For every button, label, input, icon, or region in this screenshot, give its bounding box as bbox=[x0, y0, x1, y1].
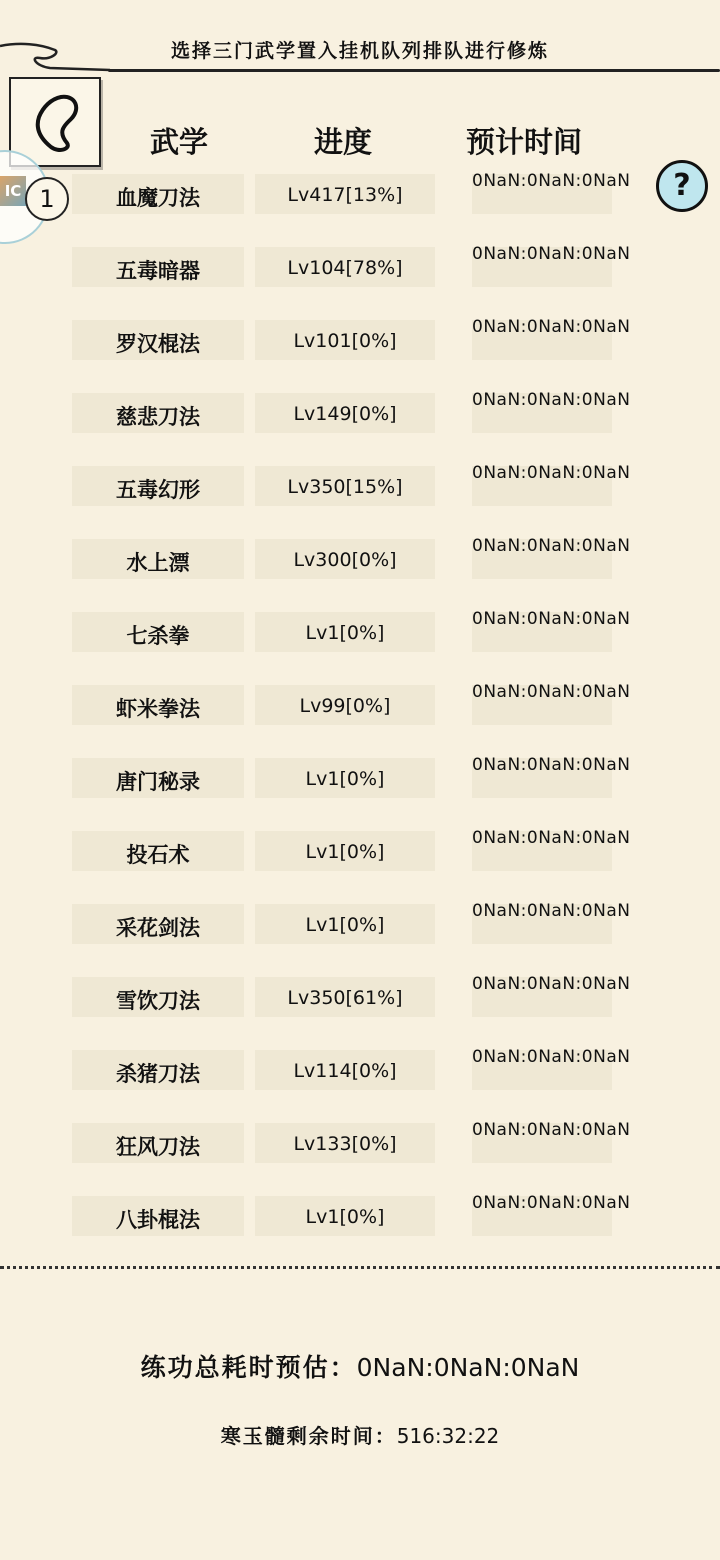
eta-cell bbox=[472, 1047, 631, 1090]
skill-name: 罗汉棍法 bbox=[116, 331, 200, 356]
skill-name: 唐门秘录 bbox=[116, 769, 200, 794]
column-header-eta: 预计时间 bbox=[466, 125, 583, 159]
column-header-name: 武学 bbox=[150, 125, 209, 159]
badge-count[interactable]: 1 bbox=[25, 177, 69, 221]
skill-name: 慈悲刀法 bbox=[116, 404, 200, 429]
skill-name: 八卦棍法 bbox=[116, 1207, 200, 1232]
eta-cell bbox=[472, 244, 631, 287]
list-item[interactable] bbox=[0, 304, 720, 377]
skill-progress: Lv417[13%] bbox=[287, 184, 403, 206]
eta-cell bbox=[472, 1120, 631, 1163]
skill-progress: Lv99[0%] bbox=[299, 695, 391, 717]
eta-text: 0NaN:0NaN:0NaN bbox=[472, 901, 631, 921]
martial-arts-list bbox=[0, 158, 720, 1253]
column-header-progress: 进度 bbox=[314, 125, 373, 159]
eta-text: 0NaN:0NaN:0NaN bbox=[472, 536, 631, 556]
eta-text: 0NaN:0NaN:0NaN bbox=[472, 609, 631, 629]
eta-text: 0NaN:0NaN:0NaN bbox=[472, 755, 631, 775]
eta-cell bbox=[472, 609, 631, 652]
eta-text: 0NaN:0NaN:0NaN bbox=[472, 171, 631, 191]
list-item[interactable] bbox=[0, 158, 720, 231]
header-divider bbox=[108, 69, 720, 72]
skill-name: 投石术 bbox=[126, 842, 190, 867]
eta-cell bbox=[472, 390, 631, 433]
eta-cell bbox=[472, 682, 631, 725]
list-item[interactable] bbox=[0, 1034, 720, 1107]
eta-cell bbox=[472, 317, 631, 360]
remaining-time-label: 寒玉髓剩余时间： bbox=[220, 1424, 397, 1448]
list-item[interactable] bbox=[0, 1180, 720, 1253]
skill-progress: Lv101[0%] bbox=[293, 330, 397, 352]
list-item[interactable] bbox=[0, 888, 720, 961]
eta-cell bbox=[472, 536, 631, 579]
eta-cell bbox=[472, 828, 631, 871]
total-time-value: 0NaN:0NaN:0NaN bbox=[356, 1353, 580, 1382]
skill-progress: Lv1[0%] bbox=[305, 1206, 385, 1228]
skill-name: 五毒幻形 bbox=[116, 477, 200, 502]
list-item[interactable] bbox=[0, 523, 720, 596]
eta-text: 0NaN:0NaN:0NaN bbox=[472, 682, 631, 702]
skill-progress: Lv350[61%] bbox=[287, 987, 403, 1009]
skill-name: 雪饮刀法 bbox=[116, 988, 200, 1013]
help-icon: ? bbox=[673, 168, 691, 203]
total-time-estimate bbox=[0, 1348, 720, 1384]
eta-text: 0NaN:0NaN:0NaN bbox=[472, 244, 631, 264]
skill-progress: Lv114[0%] bbox=[293, 1060, 397, 1082]
list-item[interactable] bbox=[0, 1107, 720, 1180]
skill-name: 水上漂 bbox=[126, 550, 190, 575]
skill-name: 虾米拳法 bbox=[116, 696, 200, 721]
skill-progress: Lv350[15%] bbox=[287, 476, 403, 498]
page-title: 选择三门武学置入挂机队列排队进行修炼 bbox=[170, 40, 549, 62]
eta-cell bbox=[472, 171, 631, 214]
list-item[interactable] bbox=[0, 596, 720, 669]
back-arrow-icon bbox=[21, 87, 89, 157]
eta-text: 0NaN:0NaN:0NaN bbox=[472, 828, 631, 848]
dotted-divider bbox=[0, 1266, 720, 1269]
skill-name: 采花剑法 bbox=[116, 915, 200, 940]
list-item[interactable] bbox=[0, 231, 720, 304]
remaining-time-value: 516:32:22 bbox=[396, 1424, 500, 1448]
total-time-label: 练功总耗时预估： bbox=[140, 1353, 357, 1382]
eta-cell bbox=[472, 463, 631, 506]
eta-cell bbox=[472, 974, 631, 1017]
eta-text: 0NaN:0NaN:0NaN bbox=[472, 974, 631, 994]
eta-text: 0NaN:0NaN:0NaN bbox=[472, 1047, 631, 1067]
eta-text: 0NaN:0NaN:0NaN bbox=[472, 317, 631, 337]
skill-progress: Lv1[0%] bbox=[305, 841, 385, 863]
skill-progress: Lv104[78%] bbox=[287, 257, 403, 279]
list-item[interactable] bbox=[0, 669, 720, 742]
skill-progress: Lv300[0%] bbox=[293, 549, 397, 571]
skill-progress: Lv1[0%] bbox=[305, 914, 385, 936]
list-item[interactable] bbox=[0, 961, 720, 1034]
skill-name: 血魔刀法 bbox=[116, 185, 200, 210]
remaining-time bbox=[0, 1420, 720, 1449]
skill-progress: Lv149[0%] bbox=[293, 403, 397, 425]
skill-progress: Lv1[0%] bbox=[305, 622, 385, 644]
skill-progress: Lv1[0%] bbox=[305, 768, 385, 790]
list-item[interactable] bbox=[0, 742, 720, 815]
list-item[interactable] bbox=[0, 815, 720, 888]
avatar-badge-icon[interactable]: IC bbox=[0, 176, 26, 206]
eta-text: 0NaN:0NaN:0NaN bbox=[472, 390, 631, 410]
eta-cell bbox=[472, 755, 631, 798]
skill-progress: Lv133[0%] bbox=[293, 1133, 397, 1155]
eta-text: 0NaN:0NaN:0NaN bbox=[472, 1120, 631, 1140]
eta-text: 0NaN:0NaN:0NaN bbox=[472, 463, 631, 483]
skill-name: 七杀拳 bbox=[126, 623, 190, 648]
eta-cell bbox=[472, 901, 631, 944]
skill-name: 杀猪刀法 bbox=[116, 1061, 200, 1086]
list-item[interactable] bbox=[0, 377, 720, 450]
eta-text: 0NaN:0NaN:0NaN bbox=[472, 1193, 631, 1213]
skill-name: 狂风刀法 bbox=[116, 1134, 200, 1159]
list-item[interactable] bbox=[0, 450, 720, 523]
skill-name: 五毒暗器 bbox=[116, 258, 200, 283]
eta-cell bbox=[472, 1193, 631, 1236]
